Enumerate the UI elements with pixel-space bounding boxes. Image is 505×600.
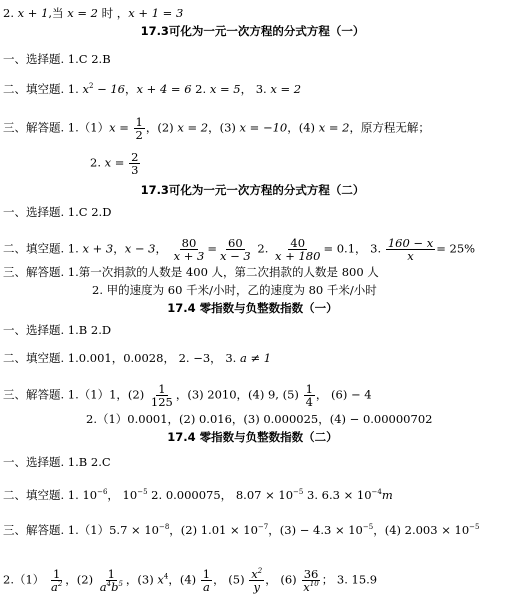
math: x = — [104, 155, 125, 170]
fraction — [129, 151, 140, 176]
math: x = 2 — [318, 120, 350, 135]
exponent: −5 — [469, 523, 480, 531]
label: 三、解答题. 1.（1）1，(2) — [3, 387, 148, 402]
text: 2. — [3, 6, 18, 20]
numerator: 40 — [290, 236, 306, 250]
numerator: 36 — [303, 567, 319, 581]
text: ，原方程无解； — [349, 120, 430, 135]
math: x = — [109, 120, 129, 135]
denominator: y — [253, 580, 260, 594]
math: x + 4 = 6 — [136, 82, 192, 96]
solve-line: 三、解答题. 1.第一次捐款的人数是 400 人，第二次捐款的人数是 800 人 — [3, 265, 379, 279]
section-heading: 17.4 零指数与负整数指数（二） — [167, 430, 338, 444]
numerator: 160 − x — [387, 236, 434, 250]
fraction — [301, 568, 320, 593]
math: x = 2 — [177, 120, 209, 135]
solve-line-2: 2.（1）0.0001，(2) 0.016，(3) 0.000025，(4) − 0.00000702 — [86, 412, 433, 426]
denominator: 4 — [305, 395, 313, 409]
math: x − 3 — [124, 241, 156, 256]
section-heading: 17.3可化为一元一次方程的分式方程（二） — [140, 183, 365, 197]
base: x — [303, 580, 310, 594]
fill-line — [3, 237, 475, 262]
text: ， 3. — [355, 241, 385, 256]
text: = — [207, 241, 217, 256]
text: ， (6) — [265, 572, 301, 587]
label: 2.（1） — [3, 572, 45, 587]
denominator: 2 — [135, 128, 143, 142]
fraction — [218, 237, 253, 262]
solve-line-2 — [3, 568, 377, 593]
math: x = 2 — [67, 6, 98, 20]
exponent: 2 — [88, 82, 94, 90]
exponent: −8 — [158, 523, 170, 531]
label: 二、填空题. 1.0.001，0.0028， 2. −3， 3. — [3, 351, 240, 365]
exponent: −5 — [362, 523, 374, 531]
text: ，(4) — [168, 572, 200, 587]
fill-line — [3, 351, 271, 365]
text: ，(2) — [145, 120, 178, 135]
numerator: 1 — [305, 382, 313, 396]
exponent: −6 — [97, 488, 108, 496]
denominator: 125 — [150, 395, 173, 409]
text: ，(3) − 4.3 × 10 — [268, 523, 363, 537]
fraction — [172, 237, 207, 262]
text: ，(2) 1.01 × 10 — [169, 523, 258, 537]
label: 二、填空题. 1. 10 — [3, 488, 98, 502]
text: 3. 6.3 × 10 — [303, 488, 372, 502]
exponent: 4 — [163, 572, 169, 581]
exponent: −4 — [371, 488, 382, 496]
solve-line — [3, 383, 372, 408]
text: ，(4) — [287, 120, 319, 135]
numerator: 2 — [131, 150, 139, 164]
text: ， — [155, 241, 167, 256]
fraction — [249, 568, 264, 593]
text: ， — [113, 241, 125, 256]
numerator: 1 — [158, 382, 166, 396]
fill-line — [3, 488, 393, 502]
math: x + 1 — [17, 6, 49, 20]
text: 2. 0.000075， 8.07 × 10 — [147, 488, 294, 502]
label: 三、解答题. 1.（1）5.7 × 10 — [3, 523, 159, 537]
math: x + 3 — [82, 241, 114, 256]
base: x — [251, 567, 258, 581]
fraction — [49, 568, 64, 593]
text: ， 3. — [240, 82, 271, 96]
fraction — [149, 383, 175, 408]
text: ， (5) — [213, 572, 249, 587]
denominator: a — [203, 580, 210, 594]
fraction — [201, 568, 212, 593]
solve-line — [3, 116, 430, 141]
denominator: x + 3 — [173, 249, 205, 263]
text: = 0.1 — [323, 241, 356, 256]
text: 2. — [191, 82, 210, 96]
fill-line — [3, 82, 301, 96]
exponent: 2 — [257, 567, 263, 575]
text: ， 10 — [107, 488, 138, 502]
fraction — [134, 116, 145, 141]
denominator: x − 3 — [220, 249, 251, 263]
choice-line: 一、选择题. 1.B 2.D — [3, 323, 112, 337]
fraction — [98, 568, 125, 593]
label: 三、解答题. 1.（1） — [3, 120, 110, 135]
denominator — [49, 581, 64, 593]
label: 二、填空题. 1. — [3, 82, 83, 96]
solve-line-2: 2. 甲的速度为 60 千米/小时，乙的速度为 80 千米/小时 — [92, 283, 377, 297]
solve-line — [3, 523, 479, 537]
choice-line: 一、选择题. 1.C 2.B — [3, 52, 111, 66]
numerator: 1 — [202, 567, 211, 581]
text: ，(4) 2.003 × 10 — [373, 523, 470, 537]
numerator: 1 — [135, 115, 143, 129]
exponent: 10 — [309, 580, 319, 588]
math: x + 1 = 3 — [128, 6, 184, 20]
solve-line-2 — [90, 151, 141, 176]
section-heading: 17.4 零指数与负整数指数（一） — [167, 301, 338, 315]
text: 2. — [253, 241, 273, 256]
math: x = −10 — [239, 120, 288, 135]
exponent: −5 — [137, 488, 148, 496]
denominator: x + 180 — [275, 249, 321, 263]
choice-line: 一、选择题. 1.B 2.C — [3, 455, 111, 469]
label: 2. — [90, 155, 105, 170]
denominator — [98, 581, 125, 593]
label: 二、填空题. 1. — [3, 241, 83, 256]
text: ， — [125, 82, 137, 96]
math: x — [157, 572, 164, 587]
unit: m — [381, 488, 393, 502]
text: ，(3) — [125, 572, 158, 587]
text: ，(2) — [65, 572, 97, 587]
exponent: −5 — [293, 488, 304, 496]
numerator: 1 — [107, 567, 115, 581]
math: a ≠ 1 — [239, 351, 272, 365]
math: − 16 — [93, 82, 126, 96]
numerator: 80 — [181, 236, 197, 250]
text: ， (6) − 4 — [315, 387, 372, 402]
base: a — [99, 580, 107, 594]
fraction — [304, 383, 315, 408]
math: x = 5 — [209, 82, 241, 96]
denominator — [301, 581, 320, 593]
text: ； 3. 15.9 — [321, 572, 378, 587]
exponent: 4 — [106, 580, 112, 588]
exponent: 2 — [57, 580, 63, 588]
intro-line — [3, 6, 183, 20]
text: ，(3) — [208, 120, 240, 135]
denominator: x — [407, 249, 414, 263]
exponent: −7 — [257, 523, 269, 531]
base: b — [111, 580, 119, 594]
denominator: 3 — [131, 163, 139, 177]
text: ，(3) 2010，(4) 9, (5) — [175, 387, 303, 402]
numerator: 60 — [228, 236, 243, 250]
exponent: 5 — [118, 580, 123, 588]
text: = 25% — [436, 241, 476, 256]
base: a — [50, 580, 58, 594]
section-heading: 17.3可化为一元一次方程的分式方程（一） — [140, 24, 365, 38]
math: x = 2 — [270, 82, 302, 96]
text: ,当 — [48, 6, 68, 20]
fraction — [386, 237, 435, 262]
math: x — [82, 82, 89, 96]
numerator: 1 — [52, 567, 61, 581]
text: 时 ， — [97, 6, 129, 20]
fraction — [273, 237, 322, 262]
choice-line: 一、选择题. 1.C 2.D — [3, 205, 112, 219]
